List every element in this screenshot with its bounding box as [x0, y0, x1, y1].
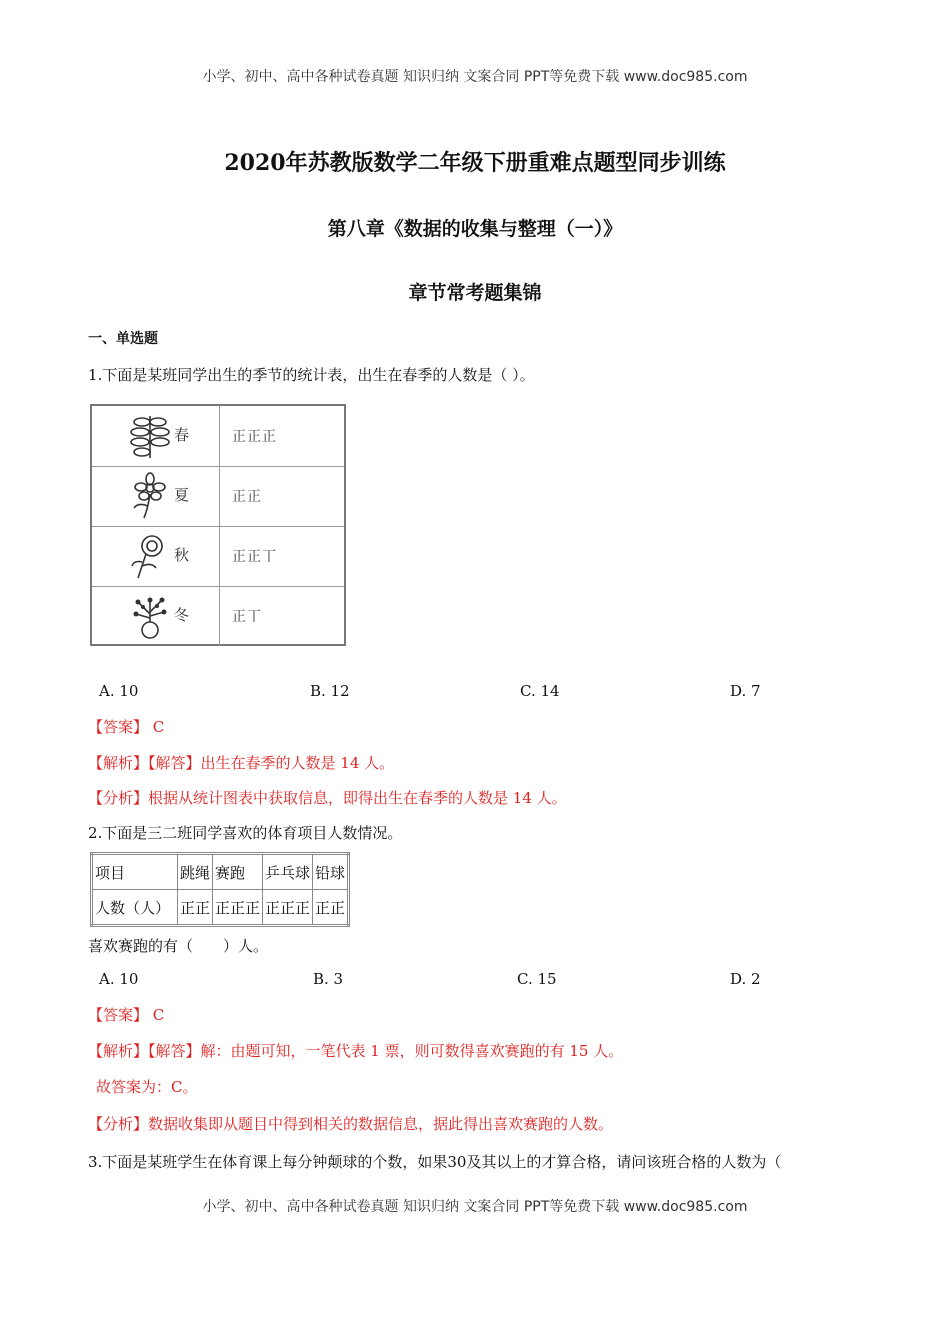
- table-header-row: [92, 854, 349, 890]
- season-row: [92, 406, 344, 467]
- q1-analysis: 【解析】【解答】出生在春季的人数是 14 人。: [88, 754, 395, 772]
- q1-option-c[interactable]: C. 14: [520, 682, 560, 700]
- q2-answer: 【答案】 C: [88, 1006, 165, 1024]
- subtitle: 章节常考题集锦: [408, 282, 542, 304]
- q1-note: 【分析】根据从统计图表中获取信息，即得出生在春季的人数是 14 人。: [88, 789, 567, 807]
- q3-text: 3.下面是某班学生在体育课上每分钟颠球的个数，如果30及其以上的才算合格，请问该班合格的人数为（: [88, 1153, 782, 1171]
- flower-winter-icon: [128, 592, 172, 640]
- sport-tally-table: [90, 852, 350, 927]
- tally-marks: 正正丅: [232, 549, 277, 565]
- section-heading: 一、单选题: [88, 331, 158, 347]
- table-cell: 正正: [178, 890, 213, 926]
- season-label: 冬: [174, 606, 190, 624]
- season-row: [92, 526, 344, 587]
- page-footer: 小学、初中、高中各种试卷真题 知识归纳 文案合同 PPT等免费下载 www.doc985.com: [202, 1199, 748, 1215]
- season-label: 春: [174, 426, 190, 444]
- tally-marks: 正正正: [232, 429, 277, 445]
- table-cell: 人数（人）: [92, 890, 178, 926]
- season-label: 夏: [174, 486, 190, 504]
- season-row: [92, 466, 344, 527]
- table-row: [92, 890, 349, 926]
- q1-option-b[interactable]: B. 12: [310, 682, 350, 700]
- flower-summer-icon: [128, 472, 172, 520]
- q2-option-c[interactable]: C. 15: [517, 970, 557, 988]
- table-cell: 正正: [313, 890, 349, 926]
- q2-option-d[interactable]: D. 2: [730, 970, 761, 988]
- table-cell: 正正正: [213, 890, 263, 926]
- flower-autumn-icon: [128, 532, 172, 580]
- table-cell: 赛跑: [213, 854, 263, 890]
- table-cell: 项目: [92, 854, 178, 890]
- document-title: 2020年苏教版数学二年级下册重难点题型同步训练: [224, 150, 726, 176]
- tally-marks: 正丅: [232, 609, 262, 625]
- season-tally-table: [90, 404, 346, 646]
- q1-text: 1.下面是某班同学出生的季节的统计表，出生在春季的人数是（ ）。: [88, 366, 535, 384]
- q2-note: 【分析】数据收集即从题目中得到相关的数据信息，据此得出喜欢赛跑的人数。: [88, 1115, 614, 1133]
- chapter-title: 第八章《数据的收集与整理（一）》: [327, 218, 623, 240]
- flower-spring-icon: [128, 412, 172, 460]
- q2-option-a[interactable]: A. 10: [99, 970, 139, 988]
- q2-question: 喜欢赛跑的有（ ）人。: [88, 937, 269, 955]
- q1-option-d[interactable]: D. 7: [730, 682, 761, 700]
- page-header: 小学、初中、高中各种试卷真题 知识归纳 文案合同 PPT等免费下载 www.doc985.com: [202, 69, 748, 85]
- q1-option-a[interactable]: A. 10: [99, 682, 139, 700]
- q2-analysis: 【解析】【解答】解：由题可知，一笔代表 1 票，则可数得喜欢赛跑的有 15 人。: [88, 1042, 624, 1060]
- table-cell: 跳绳: [178, 854, 213, 890]
- table-cell: 乒乓球: [263, 854, 313, 890]
- season-label: 秋: [174, 546, 190, 564]
- table-cell: 正正正: [263, 890, 313, 926]
- season-row: [92, 586, 344, 646]
- tally-marks: 正正: [232, 489, 262, 505]
- table-cell: 铅球: [313, 854, 349, 890]
- q2-option-b[interactable]: B. 3: [313, 970, 344, 988]
- q1-answer: 【答案】 C: [88, 718, 165, 736]
- q2-text: 2.下面是三二班同学喜欢的体育项目人数情况。: [88, 824, 403, 842]
- q2-conclusion: 故答案为：C。: [96, 1078, 198, 1096]
